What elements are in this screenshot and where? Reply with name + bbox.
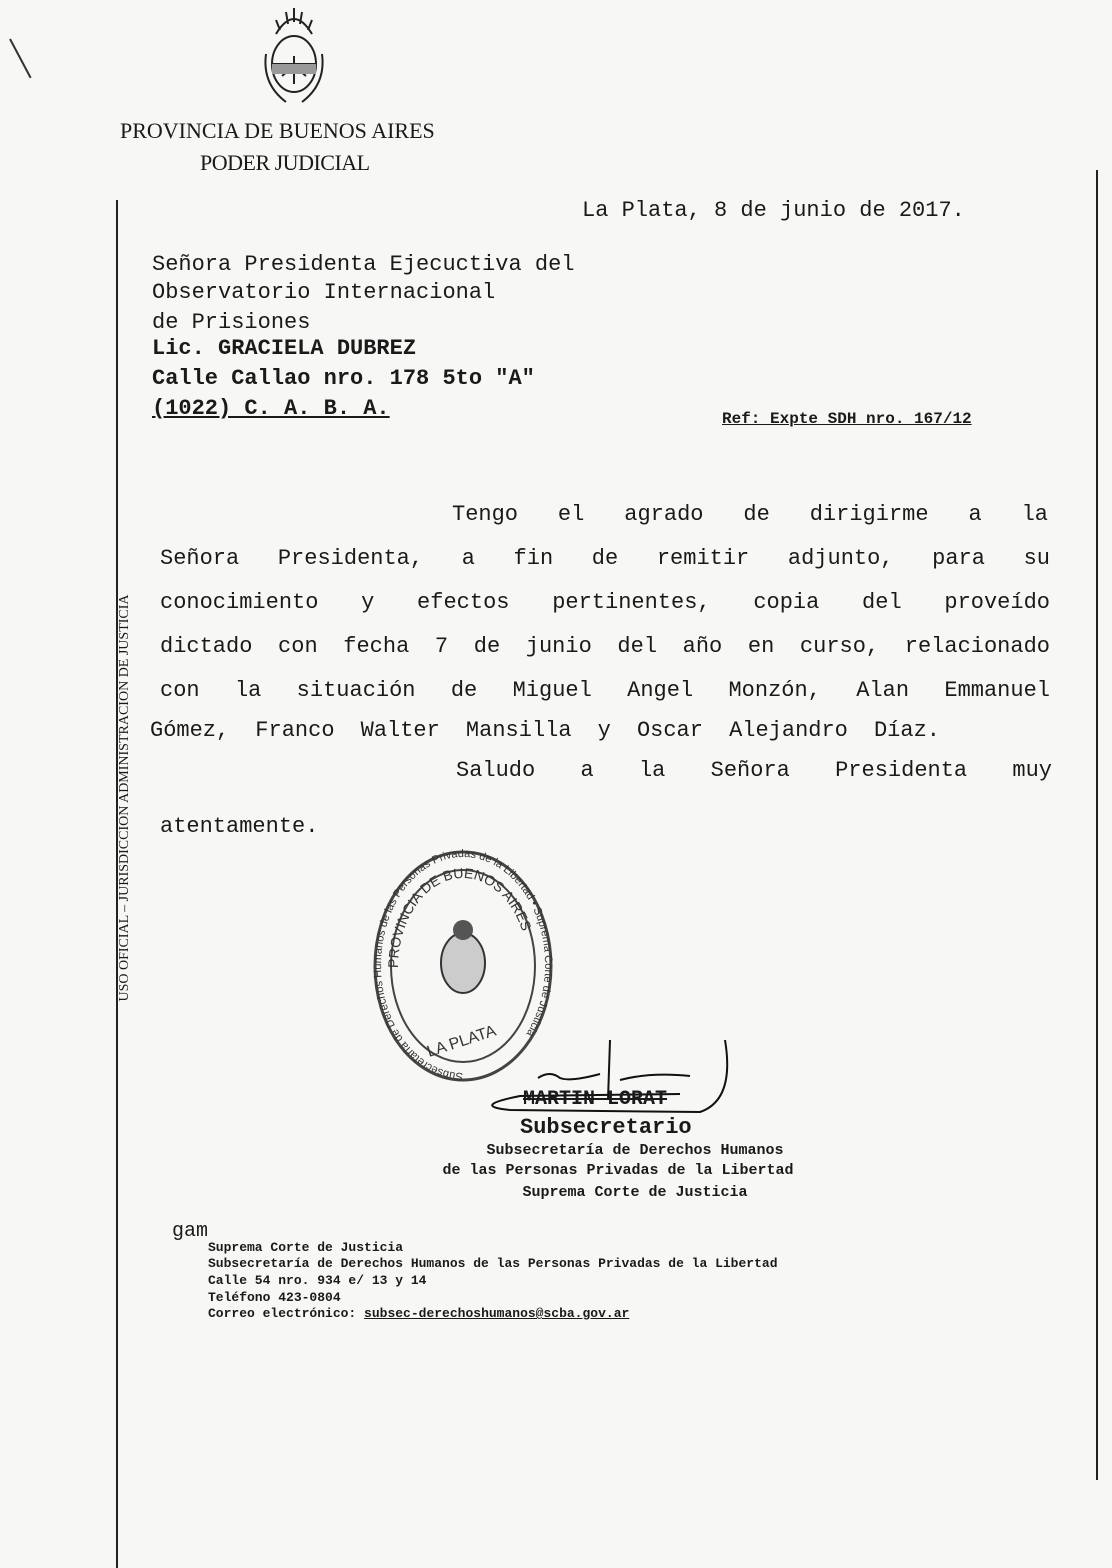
margin-text: USO OFICIAL – JURISDICCIÓN ADMINISTRACIÓN DE JUSTICIA: [117, 594, 132, 1002]
body-line: conocimiento y efectos pertinentes, copia del proveído: [160, 590, 1050, 615]
recipient-address: Calle Callao nro. 178 5to "A": [152, 366, 535, 391]
footer-line: Subsecretaría de Derechos Humanos de las Personas Privadas de la Libertad: [208, 1256, 778, 1271]
office-line: Suprema Corte de Justicia: [522, 1184, 748, 1201]
body-line: con la situación de Miguel Angel Monzón, Alan Emmanuel: [160, 678, 1050, 703]
recipient-line: Observatorio Internacional: [152, 280, 496, 305]
date-line: La Plata, 8 de junio de 2017.: [582, 198, 965, 223]
recipient-line: de Prisiones: [152, 310, 311, 335]
typist-initials: gam: [172, 1220, 209, 1243]
recipient-postal: (1022) C. A. B. A.: [152, 396, 390, 421]
stray-mark: [9, 39, 31, 79]
signatory-name: MARTIN LORAT: [523, 1088, 668, 1111]
svg-text:LA PLATA: LA PLATA: [425, 1022, 499, 1061]
recipient-line: Señora Presidenta Ejecuctiva del: [152, 252, 575, 277]
body-line: Señora Presidenta, a fin de remitir adjunto, para su: [160, 546, 1050, 571]
email-link[interactable]: subsec-derechoshumanos@scba.gov.ar: [364, 1306, 630, 1321]
closing-line: atentamente.: [160, 814, 319, 839]
signatory-title: Subsecretario: [520, 1115, 692, 1140]
reference: Ref: Expte SDH nro. 167/12: [722, 410, 972, 428]
footer-line: Suprema Corte de Justicia: [208, 1240, 404, 1255]
svg-text:Subsecretaría de Derechos Huma: Subsecretaría de Derechos Humanos de las Personas Privadas de la Libertad • Suprema Corte de Justicia: [371, 848, 555, 1083]
email-label: Correo electrónico:: [208, 1306, 357, 1321]
right-margin-rule: [1096, 170, 1098, 1480]
footer-email-row: [208, 1306, 629, 1321]
office-line: de las Personas Privadas de la Libertad: [442, 1162, 794, 1179]
header-institution: PROVINCIA DE BUENOS AIRES: [120, 118, 435, 143]
footer-line: Calle 54 nro. 934 e/ 13 y 14: [208, 1273, 427, 1288]
argentina-coat-of-arms-icon: [256, 4, 332, 108]
recipient-name: Lic. GRACIELA DUBREZ: [152, 336, 417, 361]
body-line: dictado con fecha 7 de junio del año en curso, relacionado: [160, 634, 1050, 659]
footer-line: Teléfono 423-0804: [208, 1290, 341, 1305]
office-line: Subsecretaría de Derechos Humanos: [486, 1142, 784, 1159]
body-line: Tengo el agrado de dirigirme a la: [452, 502, 1048, 527]
svg-text:PROVINCIA DE BUENOS AIRES: PROVINCIA DE BUENOS AIRES: [384, 864, 535, 969]
body-line: Saludo a la Señora Presidenta muy: [456, 758, 1052, 783]
body-line: Gómez, Franco Walter Mansilla y Oscar Alejandro Díaz.: [150, 718, 940, 743]
header-branch: PODER JUDICIAL: [200, 150, 370, 175]
